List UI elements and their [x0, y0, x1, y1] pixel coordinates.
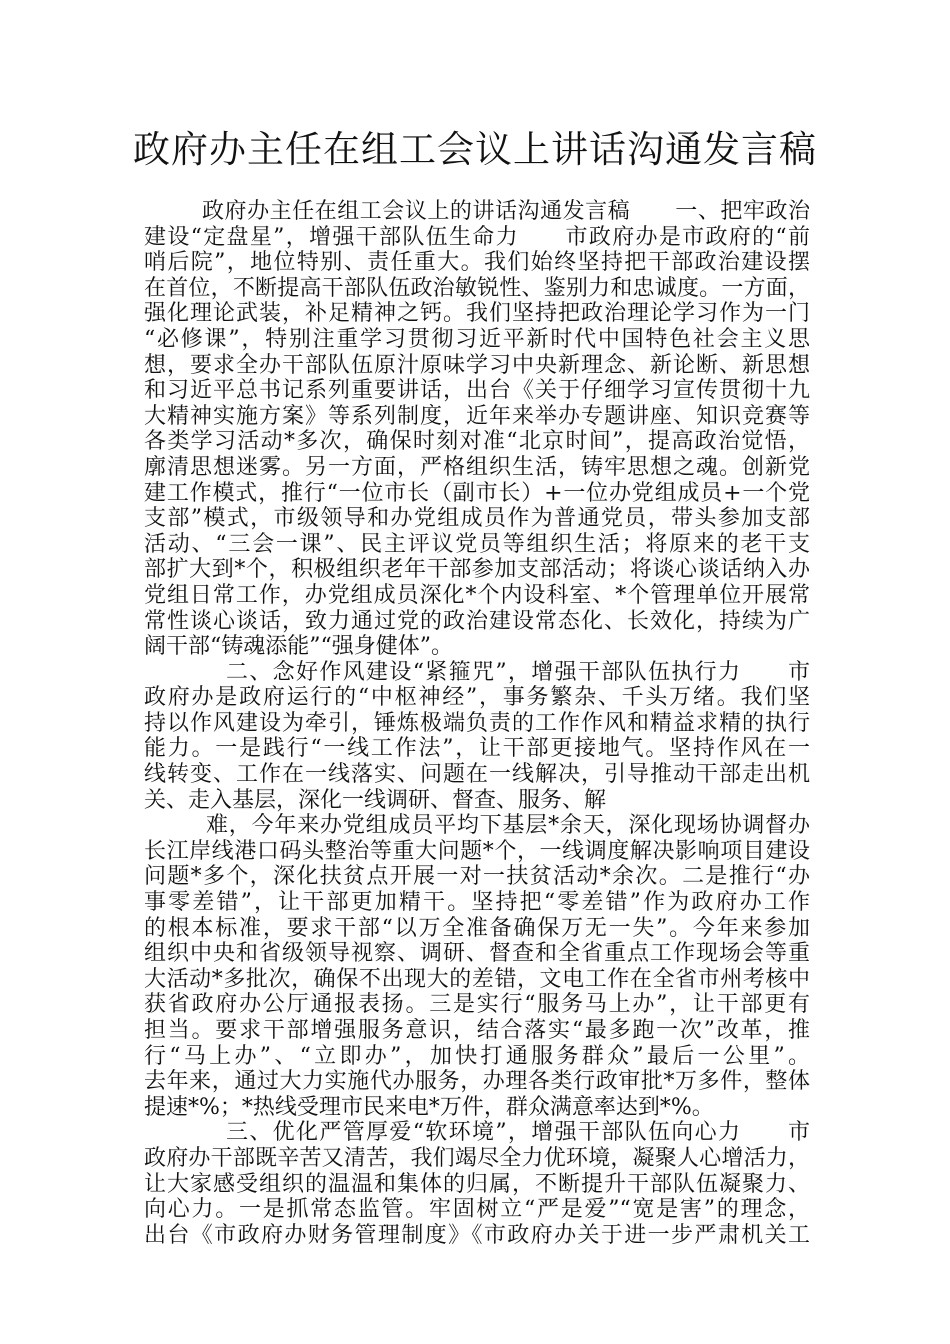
text-line: 持以作风建设为牵引，锤炼极端负责的工作作风和精益求精的执行	[144, 710, 810, 736]
text-line: 党组日常工作，办党组成员深化*个内设科室、*个管理单位开展常	[144, 582, 810, 608]
text-line: 关、走入基层，深化一线调研、督查、服务、解	[144, 787, 607, 813]
document-title: 政府办主任在组工会议上讲话沟通发言稿	[133, 128, 817, 171]
text-line: 事零差错”，让干部更加精干。坚持把“零差错”作为政府办工作	[144, 890, 810, 916]
text-line: 部扩大到*个，积极组织老年干部参加支部活动；将谈心谈话纳入办	[144, 557, 810, 583]
text-line: 二、念好作风建设“紧箍咒”，增强干部队伍执行力 市	[226, 659, 810, 685]
text-line: 政府办是政府运行的“中枢神经”，事务繁杂、千头万绪。我们坚	[144, 685, 810, 711]
text-line: 想，要求全办干部队伍原汁原味学习中央新理念、新论断、新思想	[144, 352, 810, 378]
text-line: 在首位，不断提高干部队伍政治敏锐性、鉴别力和忠诚度。一方面，	[144, 275, 810, 301]
text-line: 担当。要求干部增强服务意识，结合落实“最多跑一次”改革，推	[144, 1018, 810, 1043]
text-line: 大活动*多批次，确保不出现大的差错，文电工作在全省市州考核中	[144, 966, 810, 992]
text-line: 组织中央和省级领导视察、调研、督查和全省重点工作现场会等重	[144, 941, 810, 967]
text-line: 支部”模式，市级领导和办党组成员作为普通党员，带头参加支部	[144, 506, 810, 532]
text-line: 政府办干部既辛苦又清苦，我们竭尽全力优环境，凝聚人心增活力，	[144, 1145, 810, 1171]
text-line: 常性谈心谈话，致力通过党的政治建设常态化、长效化，持续为广	[144, 608, 810, 634]
text-line: 难，今年来办党组成员平均下基层*余天，深化现场协调督办	[206, 813, 810, 839]
text-line: 廓清思想迷雾。另一方面，严格组织生活，铸牢思想之魂。创新党	[144, 454, 810, 480]
text-line: 阔干部“铸魂添能”“强身健体”。	[144, 634, 453, 660]
text-line: 建设“定盘星”，增强干部队伍生命力 市政府办是市政府的“前	[144, 224, 810, 250]
text-line: 三、优化严管厚爱“软环境”，增强干部队伍向心力 市	[226, 1120, 810, 1146]
text-line: 向心力。一是抓常态监管。牢固树立“严是爱”“宽是害”的理念，	[144, 1197, 810, 1223]
text-line: 各类学习活动*多次，确保时刻对准“北京时间”，提高政治觉悟，	[144, 429, 810, 455]
document-body	[144, 199, 810, 1248]
text-line: 线转变、工作在一线落实、问题在一线解决，引导推动干部走出机	[144, 762, 810, 788]
text-line: 提速*%；*热线受理市民来电*万件，群众满意率达到*%。	[144, 1094, 714, 1120]
text-line: 行“马上办”、“立即办”，加快打通服务群众”最后一公里”。	[144, 1043, 810, 1069]
text-line: 大精神实施方案》等系列制度，近年来举办专题讲座、知识竞赛等	[144, 403, 810, 429]
text-line: 让大家感受组织的温温和集体的归属，不断提升干部队伍凝聚力、	[144, 1171, 810, 1197]
text-line: 获省政府办公厅通报表扬。三是实行“服务马上办”，让干部更有	[144, 992, 810, 1018]
text-line: 的根本标准，要求干部“以万全准备确保万无一失”。今年来参加	[144, 915, 810, 941]
text-line: 问题*多个，深化扶贫点开展一对一扶贫活动*余次。二是推行“办	[144, 864, 810, 890]
text-line: 能力。一是践行“一线工作法”，让干部更接地气。坚持作风在一	[144, 736, 810, 762]
text-line: 长江岸线港口码头整治等重大问题*个，一线调度解决影响项目建设	[144, 838, 810, 864]
text-line: 强化理论武装，补足精神之钙。我们坚持把政治理论学习作为一门	[144, 301, 810, 327]
text-line: 活动、“三会一课”、民主评议党员等组织生活；将原来的老干支	[144, 531, 810, 557]
text-line: 出台《市政府办财务管理制度》《市政府办关于进一步严肃机关工	[144, 1222, 810, 1248]
text-line: 政府办主任在组工会议上的讲话沟通发言稿 一、把牢政治	[202, 199, 810, 224]
text-line: 和习近平总书记系列重要讲话，出台《关于仔细学习宣传贯彻十九	[144, 378, 810, 404]
text-line: 哨后院”，地位特别、责任重大。我们始终坚持把干部政治建设摆	[144, 250, 810, 276]
text-line: “必修课”，特别注重学习贯彻习近平新时代中国特色社会主义思	[144, 326, 810, 352]
text-line: 建工作模式，推行“一位市长（副市长）+一位办党组成员+一个党	[144, 480, 810, 506]
text-line: 去年来，通过大力实施代办服务，办理各类行政审批*万多件，整体	[144, 1069, 810, 1095]
